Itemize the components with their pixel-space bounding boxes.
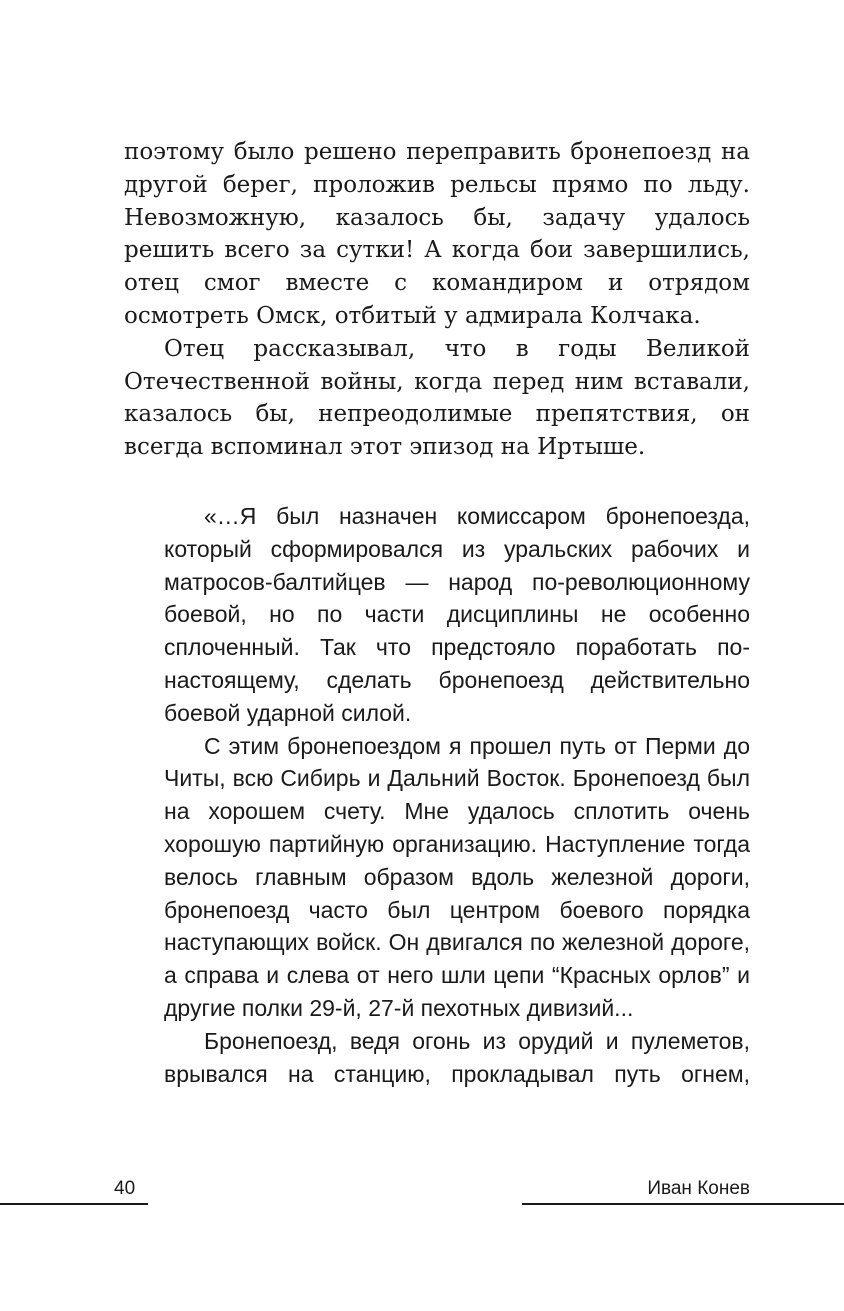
main-text-block	[124, 136, 750, 464]
footer-rule-right	[522, 1203, 844, 1205]
running-footer-author: Иван Конев	[647, 1178, 750, 1199]
quote-paragraph: «…Я был назначен комиссаром бронепоезда, который сформировался из уральских рабочих и матросов-балтийцев — народ по-революционному боевой, но по части дисциплины не особенно сплоченный. Так что предстояло поработать по-настоящему, сделать бронепоезд действительно боевой ударной силой.	[164, 503, 750, 726]
paragraph: Отец рассказывал, что в годы Великой Отечественной войны, когда перед ним вставали, казалось бы, непреодолимые препятствия, он всегда вспоминал этот эпизод на Иртыше.	[124, 335, 750, 461]
quote-paragraph: Бронепоезд, ведя огонь из орудий и пулеметов, врывался на станцию, прокладывал путь огнем,	[164, 1027, 750, 1087]
quoted-memoir-block	[164, 500, 750, 1090]
quote-paragraph: С этим бронепоездом я прошел путь от Перми до Читы, всю Сибирь и Дальний Восток. Бронепоезд был на хорошем счету. Мне удалось сплотить очень хорошую партийную организацию. Наступление тогда велось главным образом вдоль железной дороги, бронепоезд часто был центром боевого порядка наступающих войск. Он двигался по железной дороге, а справа и слева от него шли цепи “Красных орлов” и другие полки 29-й, 27-й пехотных дивизий...	[164, 732, 750, 1021]
page-number: 40	[114, 1178, 136, 1199]
paragraph: поэтому было решено переправить бронепоезд на другой берег, проложив рельсы прямо по льду. Невозможную, казалось бы, задачу удалось решить всего за сутки! А когда бои завершились, отец смог вместе с командиром и отрядом осмотреть Омск, отбитый у адмирала Колчака.	[124, 139, 750, 329]
footer-rule-left	[0, 1203, 148, 1205]
